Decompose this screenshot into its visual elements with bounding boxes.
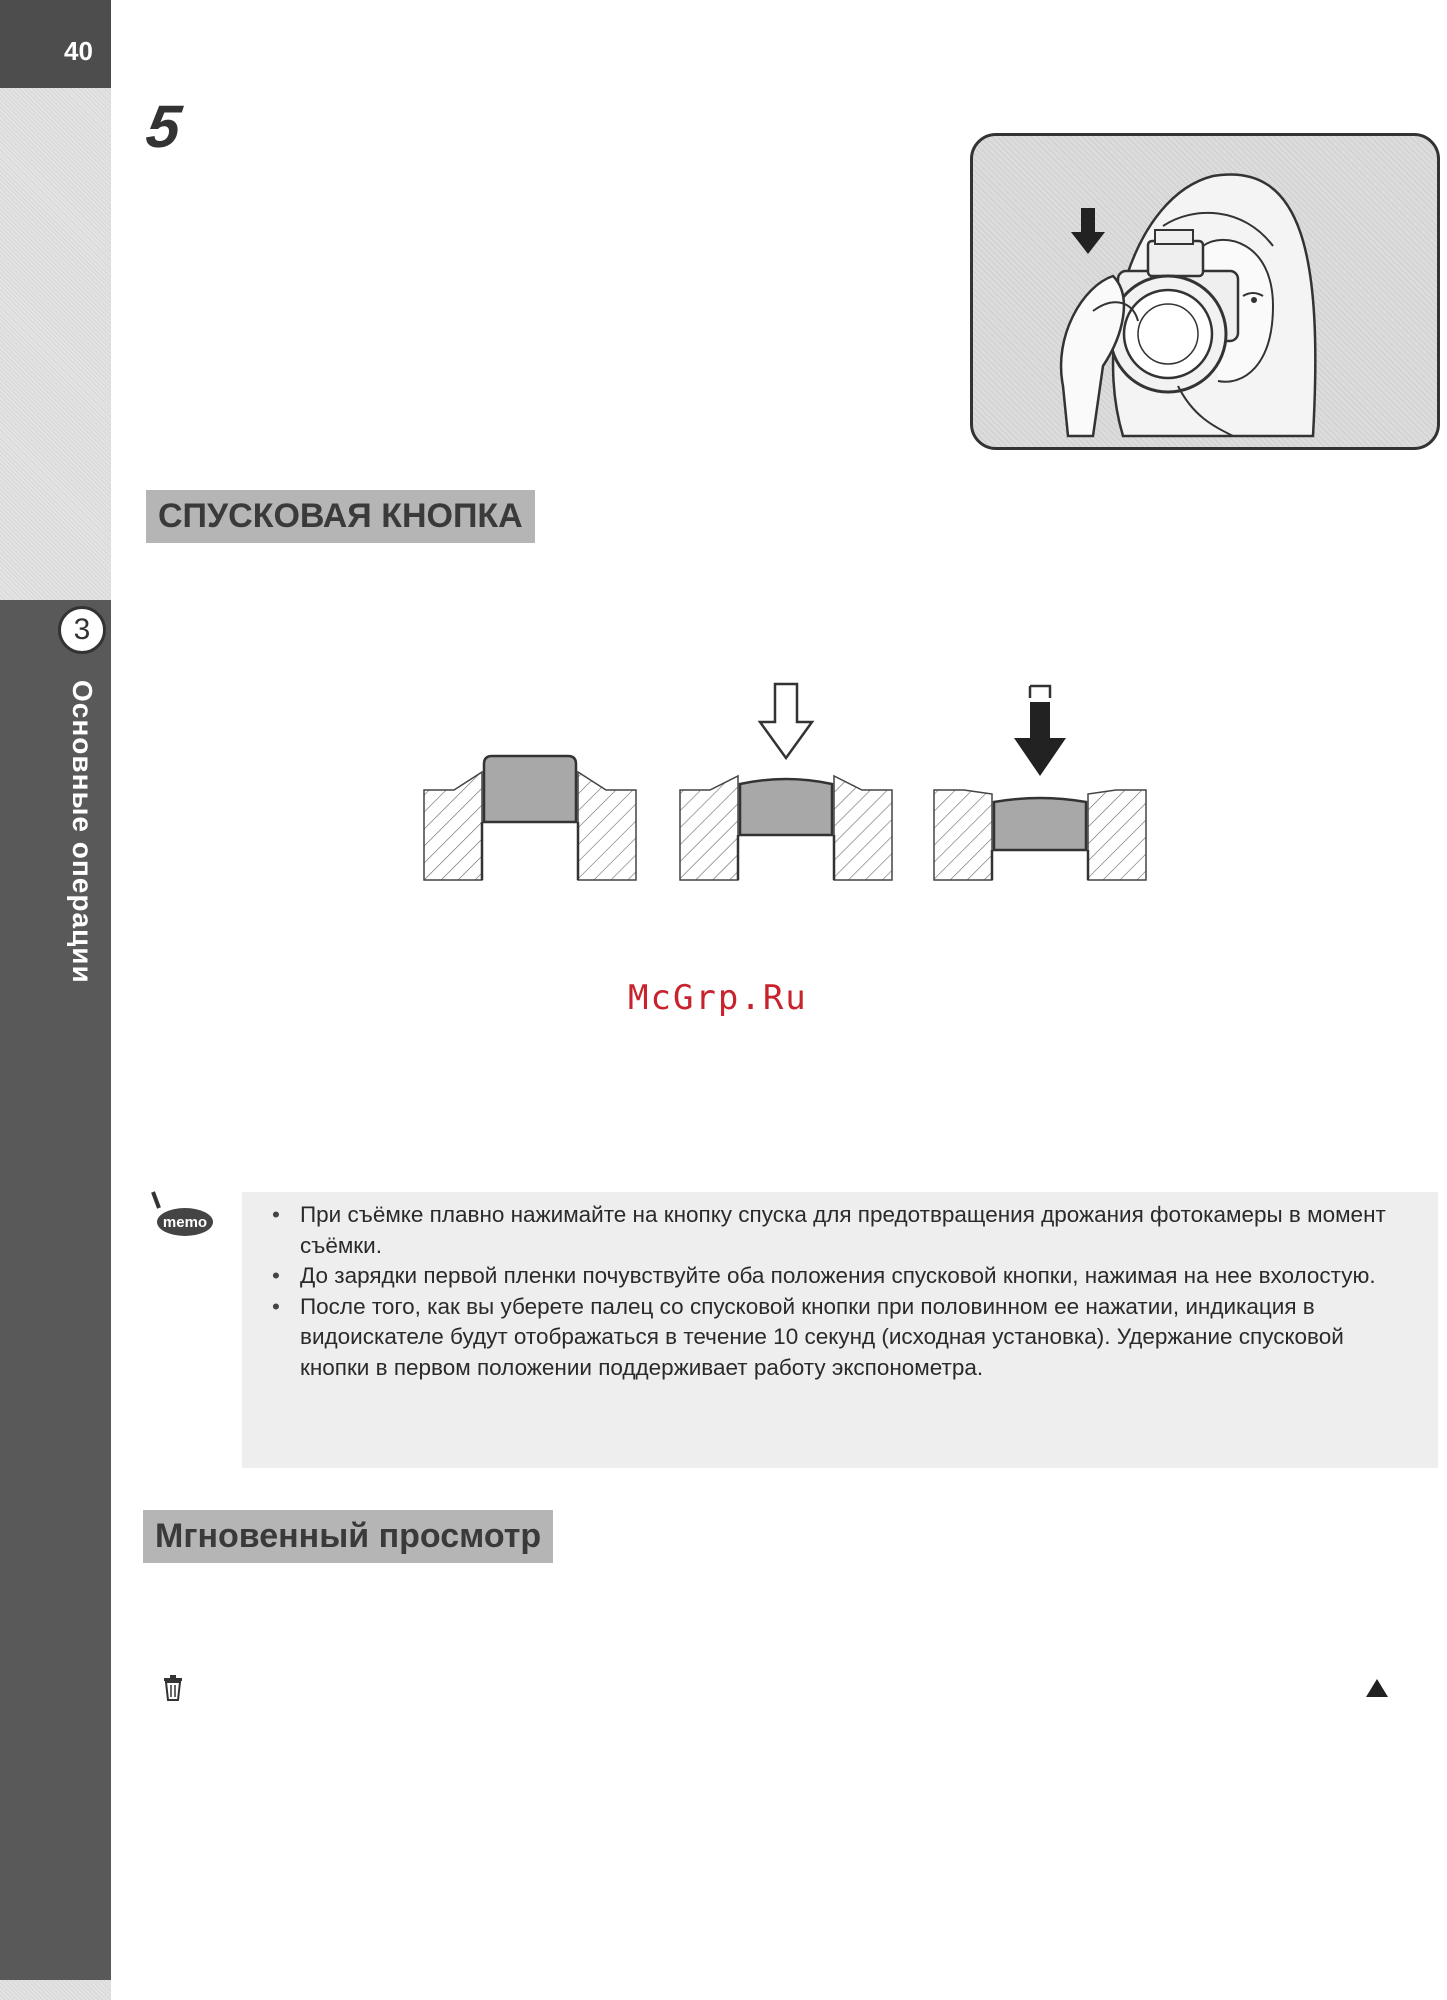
button-position-rest <box>424 756 636 880</box>
page-number-tab <box>0 0 111 88</box>
memo-item: • До зарядки первой пленки почувствуйте оба положения спусковой кнопки, нажимая на нее вхолостую. <box>270 1261 1408 1292</box>
memo-item: • При съёмке плавно нажимайте на кнопку спуска для предотвращения дрожания фотокамеры в момент съёмки. <box>270 1200 1408 1261</box>
shutter-button-heading: СПУСКОВАЯ КНОПКА <box>146 490 535 543</box>
page-number: 40 <box>64 36 93 66</box>
button-position-full-press <box>934 686 1146 880</box>
woman-with-camera-drawing <box>973 136 1440 450</box>
watermark: McGrp.Ru <box>628 978 808 1018</box>
button-position-half-press <box>680 684 892 880</box>
instant-review-heading: Мгновенный просмотр <box>143 1510 553 1563</box>
memo-icon <box>145 1186 217 1246</box>
camera-photo-illustration <box>970 133 1440 450</box>
triangle-up-icon <box>1364 1677 1390 1699</box>
chapter-number-badge: 3 <box>58 606 106 654</box>
svg-text:memo: memo <box>162 1214 208 1231</box>
step-number: 5 <box>142 93 186 160</box>
memo-notes-box <box>242 1192 1438 1468</box>
trash-icon <box>162 1675 184 1701</box>
memo-list <box>270 1200 1408 1383</box>
memo-item: • После того, как вы уберете палец со спусковой кнопки при половинном ее нажатии, индикация в видоискателе будут отображаться в течение 10 секунд (исходная установка). Удержание спусковой кнопки в первом положении поддерживает работу экспонометра. <box>270 1292 1408 1384</box>
shutter-button-positions-diagram <box>420 680 1150 890</box>
chapter-title: Основные операции <box>67 680 98 984</box>
